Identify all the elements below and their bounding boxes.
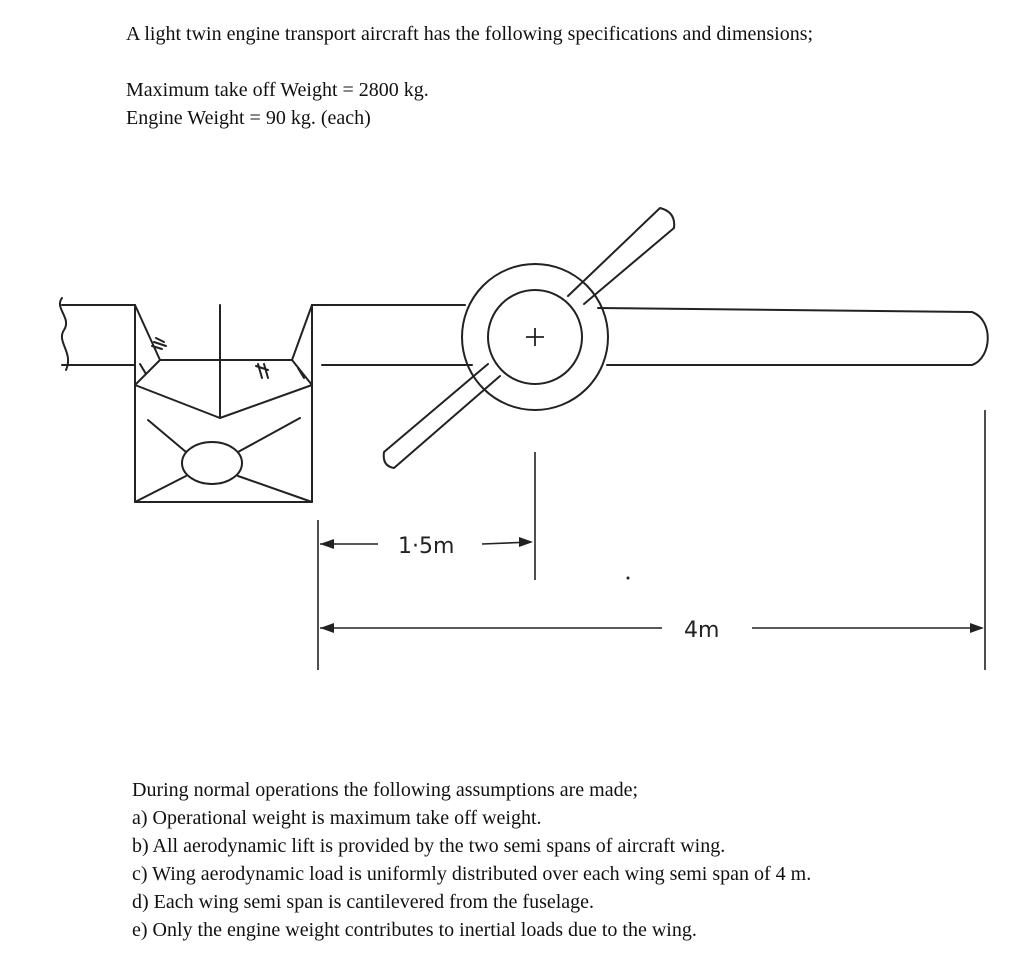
fuselage-lower-left-line: [135, 476, 186, 502]
fuselage-left-panel: [135, 305, 160, 385]
assumption-d: d) Each wing semi span is cantilevered from the fuselage.: [132, 891, 595, 913]
dim-semispan-label: 4m: [684, 618, 720, 643]
dim-1-5m-left-arrowhead: [320, 539, 334, 549]
dim-4m-left-arrowhead: [320, 623, 334, 633]
assumptions-intro: During normal operations the following assumptions are made;: [132, 779, 639, 801]
assumption-a: a) Operational weight is maximum take off weight.: [132, 807, 542, 829]
fuselage-cabin-ellipse: [182, 442, 242, 484]
spec-engine-weight: Engine Weight = 90 kg. (each): [126, 107, 371, 129]
hatch-mark-small-left: [140, 364, 146, 374]
right-wing-upper-edge-outer: [598, 308, 972, 312]
fuselage-outline: [135, 305, 312, 502]
stray-dot: [627, 577, 630, 580]
assumption-e: e) Only the engine weight contributes to inertial loads due to the wing.: [132, 919, 697, 941]
assumption-b: b) All aerodynamic lift is provided by the two semi spans of aircraft wing.: [132, 835, 726, 857]
dim-4m-right-arrowhead: [970, 623, 984, 633]
assumption-c: c) Wing aerodynamic load is uniformly distributed over each wing semi span of 4 m.: [132, 863, 812, 885]
fuselage-chevron: [135, 385, 312, 418]
dim-1-5m-right-arrowhead: [519, 537, 533, 547]
right-wing-tip: [972, 312, 988, 365]
aircraft-wing-diagram: [0, 180, 1024, 680]
dim-engine-position-label: 1·5m: [398, 534, 455, 559]
propeller-upper-blade: [568, 208, 674, 304]
fuselage-right-diagonal: [238, 418, 300, 452]
fuselage-lower-right-line: [238, 476, 312, 502]
left-wing-break-line: [60, 298, 68, 370]
intro-text: A light twin engine transport aircraft has the following specifications and dimensions;: [126, 23, 814, 45]
propeller-lower-blade: [384, 364, 500, 468]
hatch-mark-left: [152, 338, 166, 349]
hatch-mark-center: [256, 364, 268, 378]
engine-center-cross: [526, 328, 544, 346]
fuselage-left-diagonal: [148, 420, 186, 452]
spec-max-takeoff-weight: Maximum take off Weight = 2800 kg.: [126, 79, 429, 101]
